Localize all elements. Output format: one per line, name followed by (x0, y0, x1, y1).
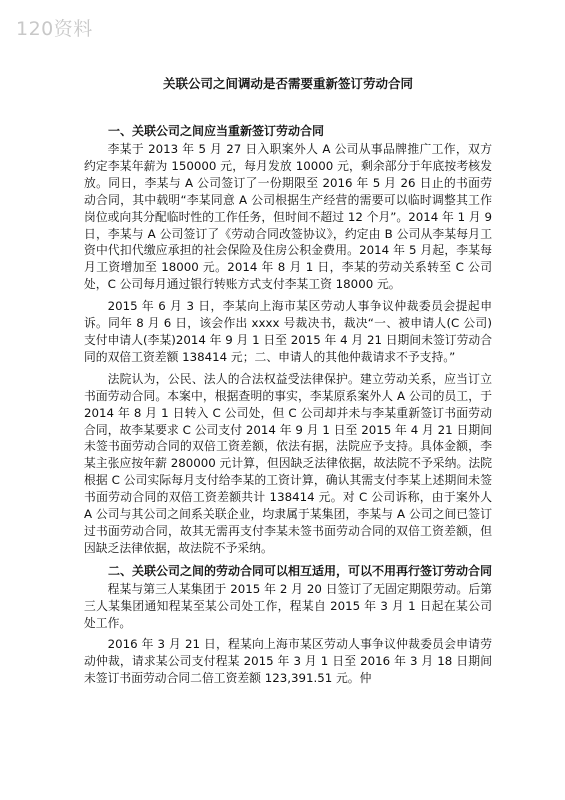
section-heading-2: 二、关联公司之间的劳动合同可以相互适用，可以不用再行签订劳动合同 (108, 563, 493, 578)
paragraph: 法院认为，公民、法人的合法权益受法律保护。建立劳动关系，应当订立书面劳动合同。本案中，根据查明的事实，李某原系案外人 A 公司的员工，于 2014 年 8 月 1 日转入 C 公司处，但 C 公司却并未与李某重新签订书面劳动合同，故李某要求 C 公司支付 2014 年 9 月 1 日至 2015 年 4 月 21 日期间未签书面劳动合同的双倍工资差额，依法有据，法院应予支持。具体金额，李某主张应按年薪 280000 元计算，但因缺乏法律依据，故法院不予采纳。法院根据 C 公司实际每月支付给李某的工资计算，确认其需支付李某上述期间未签书面劳动合同的双倍工资差额共计 138414 元。对 C 公司诉称，由于案外人 A 公司与其公司之间系关联企业，均隶属于某集团，李某与 A 公司之间已签订过书面劳动合同，故其无需再支付李某未签书面劳动合同的双倍工资差额，但因缺乏法律依据，故法院不予采纳。 (84, 371, 492, 555)
watermark: 120资料 (16, 18, 93, 40)
section-heading-1: 一、关联公司之间应当重新签订劳动合同 (108, 124, 325, 138)
document-page (84, 74, 492, 692)
paragraph: 李某于 2013 年 5 月 27 日入职案外人 A 公司从事品牌推广工作，双方约定李某年薪为 150000 元，每月发放 10000 元，剩余部分于年底按考核发放。同日，李某与 A 公司签订了一份期限至 2016 年 5 月 26 日止的书面劳动合同，其中载明“李某同意 A 公司根据生产经营的需要可以临时调整其工作岗位或向其分配临时性的工作任务，但时间不超过 12 个月”。2014 年 1 月 9 日，李某与 A 公司签订了《劳动合同改签协议》，约定由 B 公司从李某每月工资中代扣代缴应承担的社会保险及住房公积金费用。2014 年 5 月起，李某每月工资增加至 18000 元。2014 年 8 月 1 日，李某的劳动关系转至 C 公司处，C 公司每月通过银行转账方式支付李某工资 18000 元。 (84, 142, 492, 292)
paragraph: 程某与第三人某集团于 2015 年 2 月 20 日签订了无固定期限劳动。后第三人某集团通知程某至某公司处工作，程某自 2015 年 3 月 1 日起在某公司处工作。 (84, 581, 492, 630)
paragraph: 2016 年 3 月 21 日，程某向上海市某区劳动人事争议仲裁委员会申请劳动仲裁，请求某公司支付程某 2015 年 3 月 1 日至 2016 年 3 月 18 日期间未签订书面劳动合同二倍工资差额 123,391.51 元。仲 (84, 637, 492, 686)
paragraph: 2015 年 6 月 3 日，李某向上海市某区劳动人事争议仲裁委员会提起申诉。同年 8 月 6 日，该会作出 xxxx 号裁决书，裁决“一、被申请人(C 公司)支付申请人(李某)2014 年 9 月 1 日至 2015 年 4 月 21 日期间未签订劳动合同的双倍工资差额 138414 元；二、申请人的其他仲裁请求不予支持。” (84, 299, 492, 364)
document-title: 关联公司之间调动是否需要重新签订劳动合同 (162, 76, 413, 91)
